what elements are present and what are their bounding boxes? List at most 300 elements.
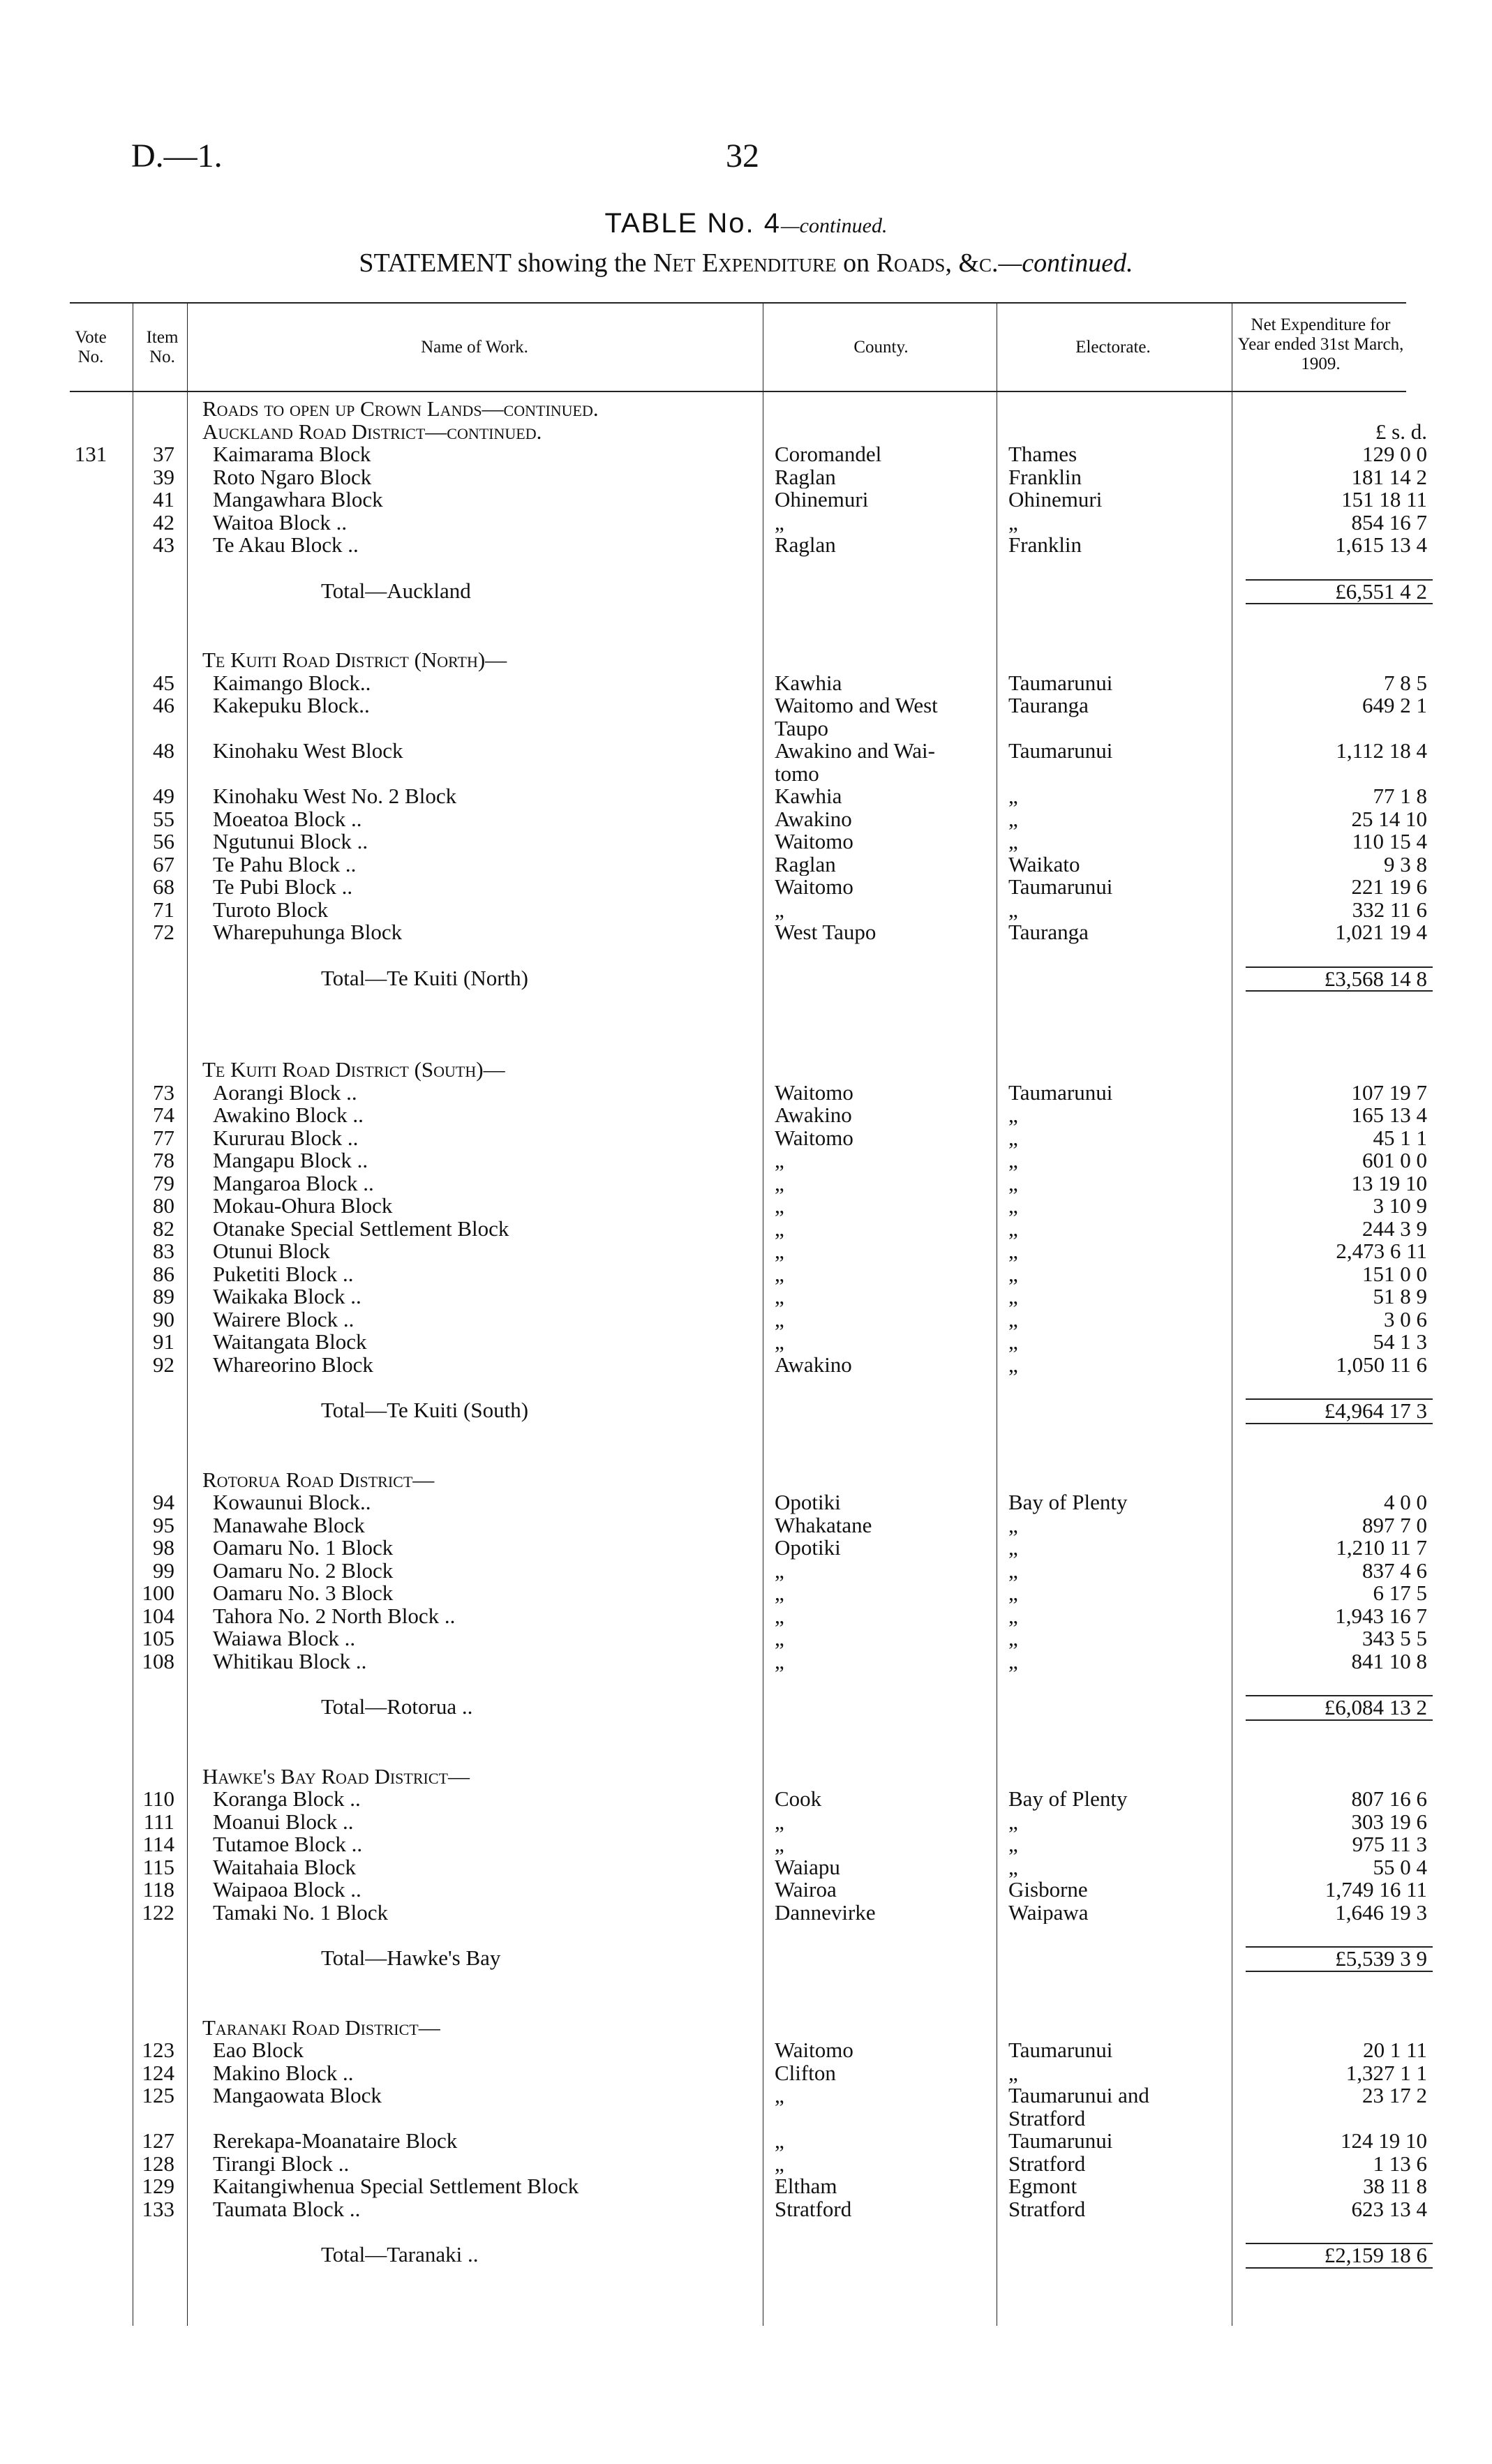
electorate: „ xyxy=(1008,1604,1018,1627)
item-number: 94 xyxy=(153,1491,174,1514)
work-name: Waiawa Block .. xyxy=(213,1627,356,1650)
section-heading-row xyxy=(70,1765,1433,1789)
total-amount: £6,551 4 2 xyxy=(1246,580,1433,604)
county: Waitomo xyxy=(775,830,853,853)
county: Clifton xyxy=(775,2061,836,2084)
county: West Taupo xyxy=(775,921,876,944)
electorate: Tauranga xyxy=(1008,921,1089,944)
table-row xyxy=(70,1902,1433,1925)
item-number: 83 xyxy=(153,1240,174,1263)
table-row xyxy=(70,466,1433,489)
work-name: Te Akau Block .. xyxy=(213,534,359,557)
spacer-row xyxy=(70,1971,1433,2017)
spacer-row xyxy=(70,1424,1433,1469)
total-row xyxy=(70,1696,1433,1720)
item-number xyxy=(112,2107,188,2130)
table-row xyxy=(70,1537,1433,1560)
net-expenditure: 151 18 11 xyxy=(1341,488,1427,512)
electorate: „ xyxy=(1008,1262,1018,1285)
county-cell xyxy=(771,2017,1005,2040)
item-number: 128 xyxy=(142,2152,174,2175)
net-expenditure: 1,327 1 1 xyxy=(1345,2061,1427,2084)
vote-cell xyxy=(70,1399,112,1424)
vote-number xyxy=(70,488,112,512)
item-cell xyxy=(112,967,188,992)
vote-number xyxy=(70,1902,112,1925)
county: „ xyxy=(775,1195,784,1218)
currency-header xyxy=(1246,398,1433,421)
table-row xyxy=(70,1833,1433,1856)
electorate: Egmont xyxy=(1008,2175,1077,2198)
work-name: Kowaunui Block.. xyxy=(213,1491,371,1514)
net-expenditure: 1,050 11 6 xyxy=(1336,1353,1427,1376)
statement-text-a: STATEMENT showing the xyxy=(359,248,653,278)
item-number: 56 xyxy=(153,830,174,853)
vote-number xyxy=(70,512,112,535)
vote-number xyxy=(70,876,112,899)
total-label: Total—Rotorua .. xyxy=(321,1696,473,1719)
net-expenditure: 23 17 2 xyxy=(1362,2084,1427,2107)
vote-number xyxy=(70,853,112,876)
table-row xyxy=(70,1650,1433,1673)
electorate-cell xyxy=(1005,398,1246,421)
vote-number xyxy=(70,1811,112,1834)
item-cell xyxy=(112,421,188,444)
electorate: „ xyxy=(1008,807,1018,830)
vote-number xyxy=(70,740,112,763)
county: Awakino xyxy=(775,1104,852,1127)
electorate: „ xyxy=(1008,1514,1018,1537)
county: „ xyxy=(775,1172,784,1195)
county-cell xyxy=(771,1399,1005,1424)
total-amount: £4,964 17 3 xyxy=(1246,1399,1433,1424)
item-number: 48 xyxy=(153,740,174,763)
vote-number xyxy=(70,1514,112,1537)
statement-text-c: on xyxy=(836,248,876,278)
table-row xyxy=(70,1491,1433,1514)
vote-number xyxy=(70,1537,112,1560)
table-row xyxy=(70,1514,1433,1537)
county: Coromandel xyxy=(775,443,882,466)
net-expenditure: 807 16 6 xyxy=(1351,1788,1427,1811)
county: „ xyxy=(775,1582,784,1605)
net-expenditure: 343 5 5 xyxy=(1362,1627,1427,1650)
table-row xyxy=(70,876,1433,899)
currency-header xyxy=(1246,1059,1433,1082)
county: Opotiki xyxy=(775,1537,841,1560)
item-cell xyxy=(112,1765,188,1789)
work-name: Waitoa Block .. xyxy=(213,511,348,534)
county-cell xyxy=(771,580,1005,604)
net-expenditure: 841 10 8 xyxy=(1351,1650,1427,1673)
county: Awakino and Wai- xyxy=(775,740,935,763)
table-row xyxy=(70,808,1433,831)
table-row xyxy=(70,1811,1433,1834)
county: „ xyxy=(775,2152,784,2175)
section-heading-row xyxy=(70,398,1433,421)
section-heading: Auckland Road District—continued. xyxy=(202,420,542,443)
net-expenditure: 9 3 8 xyxy=(1384,853,1427,876)
county: Raglan xyxy=(775,853,836,876)
electorate: „ xyxy=(1008,1308,1018,1331)
net-expenditure xyxy=(1246,2107,1433,2130)
electorate: Taumarunui xyxy=(1008,2130,1113,2153)
net-expenditure xyxy=(1246,717,1433,740)
currency-header: £ s. d. xyxy=(1375,420,1427,443)
net-expenditure: 124 19 10 xyxy=(1341,2130,1427,2153)
item-number xyxy=(112,763,188,786)
section-heading: Te Kuiti Road District (North)— xyxy=(202,649,507,672)
work-name: Te Pubi Block .. xyxy=(213,876,353,899)
col-name-header: Name of Work. xyxy=(421,338,528,357)
work-name: Otanake Special Settlement Block xyxy=(213,1217,509,1240)
spacer-row xyxy=(70,1924,1433,1947)
work-name: Moanui Block .. xyxy=(213,1810,354,1833)
table-row xyxy=(70,2153,1433,2176)
county: „ xyxy=(775,898,784,921)
item-number: 118 xyxy=(142,1879,174,1902)
county-cell xyxy=(771,2243,1005,2268)
vote-number xyxy=(70,1285,112,1308)
item-cell xyxy=(112,1399,188,1424)
electorate: „ xyxy=(1008,511,1018,534)
table-row xyxy=(70,1331,1433,1354)
electorate: Thames xyxy=(1008,443,1077,466)
electorate xyxy=(1005,763,1246,786)
vote-number xyxy=(70,1082,112,1105)
table-row xyxy=(70,763,1433,786)
table-row xyxy=(70,853,1433,876)
item-number: 82 xyxy=(153,1217,174,1240)
table-row xyxy=(70,1104,1433,1127)
section-heading: Hawke's Bay Road District— xyxy=(202,1765,470,1788)
work-name: Oamaru No. 1 Block xyxy=(213,1537,394,1560)
electorate: „ xyxy=(1008,1833,1018,1856)
electorate: Tauranga xyxy=(1008,694,1089,717)
spacer-cell xyxy=(70,1924,1433,1947)
table-number: TABLE No. 4 xyxy=(604,208,781,239)
electorate: „ xyxy=(1008,830,1018,853)
county: Kawhia xyxy=(775,785,842,808)
vote-cell xyxy=(70,398,112,421)
expenditure-table xyxy=(70,398,1433,2269)
net-expenditure: 975 11 3 xyxy=(1352,1833,1427,1856)
electorate: Stratford xyxy=(1008,2152,1086,2175)
total-amount: £2,159 18 6 xyxy=(1246,2243,1433,2268)
spacer-cell xyxy=(70,1720,1433,1765)
county: „ xyxy=(775,1331,784,1354)
net-expenditure: 51 8 9 xyxy=(1373,1285,1427,1308)
table-title xyxy=(0,208,1492,239)
net-expenditure: 897 7 0 xyxy=(1362,1514,1427,1537)
work-name: Eao Block xyxy=(213,2039,304,2062)
vote-number xyxy=(70,1354,112,1377)
table-row xyxy=(70,2084,1433,2107)
total-label: Total—Taranaki .. xyxy=(321,2243,479,2267)
county xyxy=(771,2107,1005,2130)
table-row xyxy=(70,1354,1433,1377)
county: „ xyxy=(775,2084,784,2107)
table-row xyxy=(70,740,1433,763)
table-body xyxy=(70,398,1433,2268)
work-name: Waipaoa Block .. xyxy=(213,1879,361,1902)
total-amount: £5,539 3 9 xyxy=(1246,1947,1433,1971)
electorate: Franklin xyxy=(1008,534,1082,557)
county: Awakino xyxy=(775,1353,852,1376)
electorate: „ xyxy=(1008,1582,1018,1605)
electorate-cell xyxy=(1005,580,1246,604)
net-expenditure: 20 1 11 xyxy=(1363,2039,1427,2062)
work-name: Kinohaku West Block xyxy=(213,740,403,763)
spacer-cell xyxy=(70,1673,1433,1696)
currency-header xyxy=(1246,2017,1433,2040)
county: Stratford xyxy=(775,2197,852,2220)
vote-number xyxy=(70,763,112,786)
electorate: „ xyxy=(1008,1810,1018,1833)
vote-number xyxy=(70,2175,112,2198)
electorate: Taumarunui xyxy=(1008,876,1113,899)
total-label: Total—Auckland xyxy=(321,579,471,603)
table-row xyxy=(70,2198,1433,2221)
electorate: Bay of Plenty xyxy=(1008,1788,1128,1811)
electorate: „ xyxy=(1008,1195,1018,1218)
electorate: „ xyxy=(1008,785,1018,808)
electorate: „ xyxy=(1008,1126,1018,1149)
electorate: „ xyxy=(1008,1104,1018,1127)
net-expenditure: 221 19 6 xyxy=(1351,876,1427,899)
work-name: Mangapu Block .. xyxy=(213,1149,368,1172)
electorate: „ xyxy=(1008,1331,1018,1354)
item-number: 39 xyxy=(153,465,174,488)
electorate: „ xyxy=(1008,1627,1018,1650)
spacer-cell xyxy=(70,2220,1433,2243)
item-number: 114 xyxy=(142,1833,174,1856)
item-cell xyxy=(112,2017,188,2040)
item-number: 111 xyxy=(143,1810,174,1833)
vote-number xyxy=(70,1879,112,1902)
net-expenditure: 303 19 6 xyxy=(1351,1810,1427,1833)
electorate: „ xyxy=(1008,898,1018,921)
work-name: Puketiti Block .. xyxy=(213,1262,354,1285)
table-row xyxy=(70,1285,1433,1308)
table-row xyxy=(70,1240,1433,1263)
work-name: Kururau Block .. xyxy=(213,1126,359,1149)
county: Kawhia xyxy=(775,671,842,694)
electorate-cell xyxy=(1005,649,1246,672)
county: „ xyxy=(775,1559,784,1582)
page-number: 32 xyxy=(726,137,759,174)
county: Taupo xyxy=(775,717,829,740)
work-name: Awakino Block .. xyxy=(213,1104,364,1127)
table-row xyxy=(70,1605,1433,1628)
spacer-row xyxy=(70,557,1433,580)
total-row xyxy=(70,580,1433,604)
work-name: Waitangata Block xyxy=(213,1331,367,1354)
electorate: Taumarunui xyxy=(1008,1081,1113,1104)
spacer-cell xyxy=(70,604,1433,649)
vote-number xyxy=(70,1127,112,1150)
electorate-cell xyxy=(1005,2017,1246,2040)
county-cell xyxy=(771,1947,1005,1971)
work-name: Waikaka Block .. xyxy=(213,1285,361,1308)
item-number: 99 xyxy=(153,1559,174,1582)
item-cell xyxy=(112,580,188,604)
item-number: 89 xyxy=(153,1285,174,1308)
spacer-row xyxy=(70,2220,1433,2243)
net-expenditure: 332 11 6 xyxy=(1352,898,1427,921)
net-expenditure: 1,112 18 4 xyxy=(1336,740,1427,763)
net-expenditure: 45 1 1 xyxy=(1373,1126,1427,1149)
vote-number xyxy=(70,672,112,695)
work-name: Tutamoe Block .. xyxy=(213,1833,363,1856)
vote-cell xyxy=(70,580,112,604)
vote-number xyxy=(70,2198,112,2221)
net-expenditure: 1,749 16 11 xyxy=(1325,1879,1427,1902)
section-heading-row xyxy=(70,1469,1433,1492)
col-vote-header: Vote No. xyxy=(75,328,107,366)
table-row xyxy=(70,1788,1433,1811)
item-number: 49 xyxy=(153,785,174,808)
electorate: Taumarunui and xyxy=(1008,2084,1149,2107)
vote-number xyxy=(70,1149,112,1172)
net-expenditure: 1,943 16 7 xyxy=(1335,1604,1427,1627)
electorate: „ xyxy=(1008,1285,1018,1308)
table-row xyxy=(70,1879,1433,1902)
item-number: 91 xyxy=(153,1331,174,1354)
work-name: Mangawhara Block xyxy=(213,488,383,512)
item-number: 86 xyxy=(153,1262,174,1285)
table-continued: —continued. xyxy=(780,214,888,237)
col-electorate-header: Electorate. xyxy=(1075,338,1151,357)
vote-number xyxy=(70,1491,112,1514)
net-expenditure: 1 13 6 xyxy=(1373,2152,1427,2175)
vote-number xyxy=(70,1331,112,1354)
vote-number xyxy=(70,921,112,944)
vote-number xyxy=(70,1605,112,1628)
table-row xyxy=(70,488,1433,512)
vote-number xyxy=(70,717,112,740)
currency-header xyxy=(1246,1469,1433,1492)
spacer-row xyxy=(70,604,1433,649)
item-number: 105 xyxy=(142,1627,174,1650)
electorate: „ xyxy=(1008,1650,1018,1673)
county-cell xyxy=(771,398,1005,421)
vote-number xyxy=(70,1218,112,1241)
spacer-cell xyxy=(70,944,1433,967)
electorate: „ xyxy=(1008,1149,1018,1172)
item-cell xyxy=(112,1469,188,1492)
vote-number xyxy=(70,1650,112,1673)
vote-number xyxy=(70,785,112,808)
net-expenditure: 1,210 11 7 xyxy=(1336,1537,1427,1560)
item-number: 104 xyxy=(142,1604,174,1627)
item-number: 37 xyxy=(153,443,174,466)
vote-cell xyxy=(70,2017,112,2040)
work-name: Makino Block .. xyxy=(213,2061,354,2084)
net-expenditure: 38 11 8 xyxy=(1363,2175,1427,2198)
currency-header xyxy=(1246,1765,1433,1789)
total-row xyxy=(70,1947,1433,1971)
table-row xyxy=(70,1218,1433,1241)
county: „ xyxy=(775,511,784,534)
item-cell xyxy=(112,2243,188,2268)
county-cell xyxy=(771,1059,1005,1082)
electorate-cell xyxy=(1005,1765,1246,1789)
spacer-cell xyxy=(70,1036,1433,1059)
item-number: 115 xyxy=(142,1856,174,1879)
item-number: 43 xyxy=(153,534,174,557)
county: Wairoa xyxy=(775,1879,837,1902)
county: Waitomo and West xyxy=(775,694,938,717)
electorate: „ xyxy=(1008,1537,1018,1560)
item-cell xyxy=(112,1947,188,1971)
county: Raglan xyxy=(775,465,836,488)
item-number: 74 xyxy=(153,1104,174,1127)
net-expenditure: 110 15 4 xyxy=(1352,830,1427,853)
header-top-rule xyxy=(70,302,1406,304)
county: „ xyxy=(775,1262,784,1285)
net-expenditure: 1,646 19 3 xyxy=(1335,1901,1427,1924)
net-expenditure: 165 13 4 xyxy=(1351,1104,1427,1127)
table-row xyxy=(70,2039,1433,2062)
net-expenditure: 3 0 6 xyxy=(1384,1308,1427,1331)
electorate: „ xyxy=(1008,1240,1018,1263)
work-name: Wharepuhunga Block xyxy=(213,921,403,944)
vote-cell xyxy=(70,1696,112,1720)
section-heading-row xyxy=(70,2017,1433,2040)
electorate-cell xyxy=(1005,1947,1246,1971)
statement-text-d: Roads, &c. xyxy=(876,248,999,278)
work-name: Mangaroa Block .. xyxy=(213,1172,374,1195)
table-row xyxy=(70,921,1433,944)
work-name xyxy=(188,717,771,740)
county: Waitomo xyxy=(775,1126,853,1149)
county: „ xyxy=(775,2130,784,2153)
county: Waiapu xyxy=(775,1856,840,1879)
county-cell xyxy=(771,967,1005,992)
vote-number xyxy=(70,1263,112,1286)
item-number: 78 xyxy=(153,1149,174,1172)
item-number: 127 xyxy=(142,2130,174,2153)
county-cell xyxy=(771,649,1005,672)
net-expenditure: 837 4 6 xyxy=(1362,1559,1427,1582)
item-number: 110 xyxy=(142,1788,174,1811)
item-number: 100 xyxy=(142,1582,174,1605)
net-expenditure: 54 1 3 xyxy=(1373,1331,1427,1354)
table-row xyxy=(70,1082,1433,1105)
work-name: Waitahaia Block xyxy=(213,1856,356,1879)
electorate: „ xyxy=(1008,2061,1018,2084)
work-name: Kinohaku West No. 2 Block xyxy=(213,785,457,808)
item-number: 45 xyxy=(153,671,174,694)
table-row xyxy=(70,785,1433,808)
table-row xyxy=(70,1263,1433,1286)
net-expenditure: 151 0 0 xyxy=(1362,1262,1427,1285)
electorate: Bay of Plenty xyxy=(1008,1491,1128,1514)
vote-number xyxy=(70,1560,112,1583)
section-heading-row xyxy=(70,421,1433,444)
net-expenditure: 55 0 4 xyxy=(1373,1856,1427,1879)
net-expenditure: 107 19 7 xyxy=(1351,1081,1427,1104)
work-name: Kaimango Block.. xyxy=(213,671,371,694)
county: Cook xyxy=(775,1788,822,1811)
work-name: Wairere Block .. xyxy=(213,1308,355,1331)
net-expenditure: 649 2 1 xyxy=(1362,694,1427,717)
table-row xyxy=(70,1195,1433,1218)
county: Dannevirke xyxy=(775,1901,876,1924)
spacer-row xyxy=(70,1673,1433,1696)
county: „ xyxy=(775,1240,784,1263)
